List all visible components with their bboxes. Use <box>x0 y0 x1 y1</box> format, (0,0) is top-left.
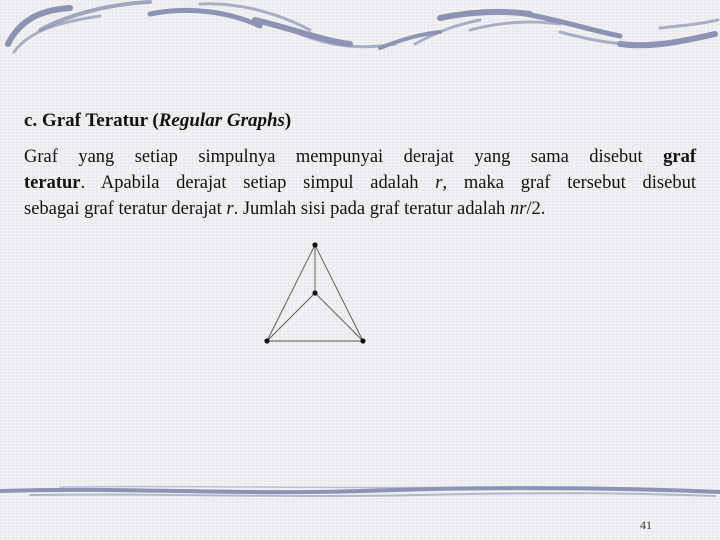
vertex-bottom-right <box>360 338 365 343</box>
edge-top-bottom-left <box>267 245 315 341</box>
paragraph-line-1 <box>24 144 696 170</box>
line1-text: Graf yang setiap simpulnya mempunyai derajat yang sama disebut <box>24 147 664 167</box>
line2-text-a: . Apabila derajat setiap simpul adalah <box>80 173 436 193</box>
edge-center-bottom-right <box>315 293 363 341</box>
line3-text-c: /2. <box>526 199 546 219</box>
heading-italic: Regular Graphs <box>158 110 285 131</box>
top-decorative-border <box>0 0 720 62</box>
heading-suffix: ) <box>284 110 292 131</box>
variable-r-2: r <box>226 199 234 219</box>
edge-center-bottom-left <box>267 293 315 341</box>
paragraph-line-3 <box>24 196 696 222</box>
page-number: 41 <box>640 518 652 532</box>
section-heading <box>24 110 291 132</box>
variable-nr: nr <box>509 199 527 219</box>
regular-graph-diagram <box>255 235 380 350</box>
line2-text-b: , maka graf tersebut disebut <box>442 173 696 193</box>
term-teratur: teratur <box>24 173 81 193</box>
line3-text-a: sebagai graf teratur derajat <box>24 199 227 219</box>
vertex-bottom-left <box>264 338 269 343</box>
vertex-center <box>312 290 317 295</box>
variable-r-1: r <box>435 173 443 193</box>
line3-text-b: . Jumlah sisi pada graf teratur adalah <box>233 199 510 219</box>
paragraph-line-2 <box>24 170 696 196</box>
definition-paragraph <box>24 144 696 222</box>
term-graf: graf <box>663 147 696 167</box>
edge-top-bottom-right <box>315 245 363 341</box>
heading-prefix: c. Graf Teratur ( <box>24 110 159 131</box>
bottom-decorative-border <box>0 483 720 499</box>
vertex-top <box>312 242 317 247</box>
